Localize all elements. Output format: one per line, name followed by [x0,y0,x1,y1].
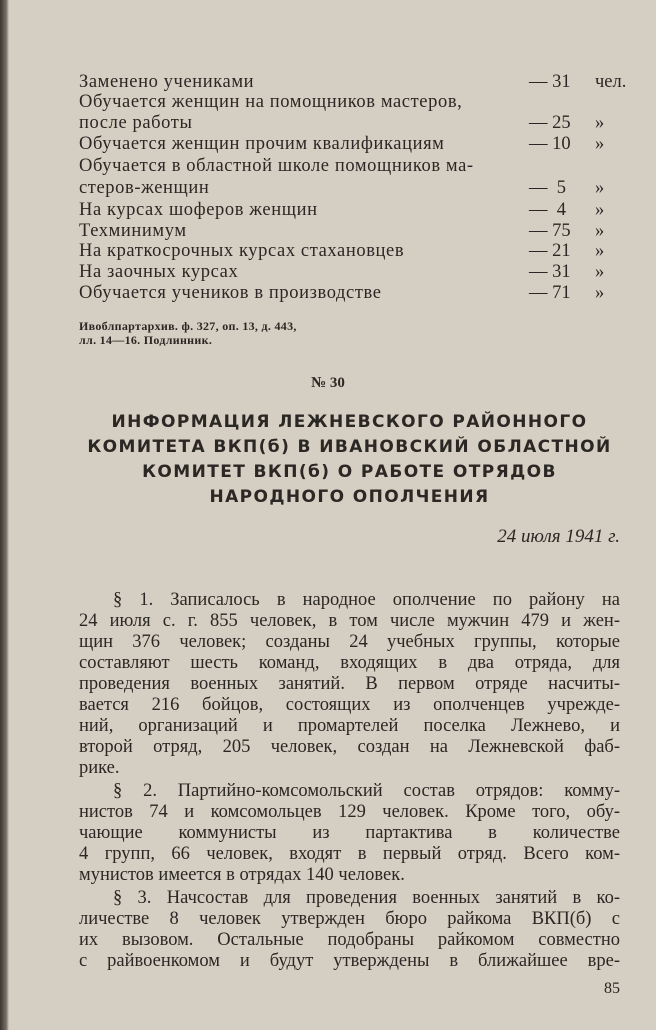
row-unit: » [595,113,605,133]
paragraph-line: личестве 8 человек утвержден бюро райкома ВКП(б) с [79,909,620,929]
row-unit: чел. [595,72,627,92]
row-label: Обучается в областной школе помощников ма- [79,156,474,176]
paragraph-line: вается 216 бойцов, состоящих из ополченцев учрежде- [79,695,620,715]
row-count: — 5 [529,178,566,198]
list-item [79,134,620,155]
row-label: На курсах шоферов женщин [79,200,318,220]
list-item [79,113,620,134]
paragraph-line: их вызовом. Остальные подобраны райкомом совместно [79,930,620,950]
row-count: — 71 [529,283,571,303]
document-number: № 30 [311,375,345,391]
row-count: — 21 [529,241,571,261]
row-unit: » [595,178,605,198]
paragraph-line: § 2. Партийно-комсомольский состав отрядов: комму- [113,781,620,801]
page-number: 85 [604,980,620,997]
row-unit: » [595,200,605,220]
list-item [79,178,620,199]
list-item [79,283,620,304]
row-label: Обучается женщин прочим квалификациям [79,134,445,154]
row-unit: » [595,221,605,241]
row-unit: » [595,283,605,303]
row-unit: » [595,241,605,261]
row-count: — 4 [529,200,566,220]
title-line: ИНФОРМАЦИЯ ЛЕЖНЕВСКОГО РАЙОННОГО [111,412,588,432]
paragraph-line: нистов 74 и комсомольцев 129 человек. Кроме того, обу- [79,802,620,822]
archive-source-line-2: лл. 14—16. Подлинник. [79,333,213,347]
paragraph-line: проведения военных занятий. В первом отряде насчиты- [79,674,620,694]
paragraph-line: рике. [79,758,120,778]
title-line: НАРОДНОГО ОПОЛЧЕНИЯ [209,487,490,507]
list-item [79,92,620,113]
list-item [79,241,620,262]
paragraph-line: § 1. Записалось в народное ополчение по району на [113,590,620,610]
row-label: стеров-женщин [79,178,210,198]
list-item [79,72,627,93]
paragraph-line: 24 июля с. г. 855 человек, в том числе мужчин 479 и жен- [79,611,620,631]
document-date: 24 июля 1941 г. [497,526,620,547]
paragraph-line: 4 групп, 66 человек, входят в первый отряд. Всего ком- [79,844,620,864]
archive-source-line-1: Ивоблпартархив. ф. 327, оп. 13, д. 443, [79,319,297,333]
paragraph-line: мунистов имеется в отрядах 140 человек. [79,865,405,885]
row-label: Техминимум [79,221,187,241]
row-unit: » [595,262,605,282]
row-count: — 31 [529,262,571,282]
paragraph-line: ний, организаций и промартелей поселка Лежнево, и [79,716,620,736]
row-label: На краткосрочных курсах стахановцев [79,241,405,261]
list-item [79,262,620,283]
book-spine-edge [0,0,9,1030]
paragraph-line: чающие коммунисты из партактива в количестве [79,823,620,843]
paragraph-line: с райвоенкомом и будут утверждены в ближайшее вре- [79,951,620,971]
paragraph-line: второй отряд, 205 человек, создан на Лежневской фаб- [79,737,620,757]
row-label: На заочных курсах [79,262,239,282]
row-unit: » [595,134,605,154]
list-item [79,221,620,242]
row-count: — 10 [529,134,571,154]
list-item [79,200,620,221]
row-label: Обучается учеников в производстве [79,283,382,303]
document-title [79,410,620,510]
row-label: Обучается женщин на помощников мастеров, [79,92,463,112]
title-line: КОМИТЕТ ВКП(б) О РАБОТЕ ОТРЯДОВ [142,462,557,482]
paragraph-line: щин 376 человек; созданы 24 учебных группы, которые [79,632,620,652]
paragraph-line: § 3. Начсостав для проведения военных занятий в ко- [113,888,620,908]
row-count: — 25 [529,113,571,133]
title-line: КОМИТЕТА ВКП(б) В ИВАНОВСКИЙ ОБЛАСТНОЙ [87,437,612,457]
row-label: Заменено учениками [79,72,255,92]
row-count: — 75 [529,221,571,241]
row-count: — 31 [529,72,571,92]
list-item [79,156,620,177]
row-label: после работы [79,113,193,133]
paragraph-line: составляют шесть команд, входящих в два отряда, для [79,653,620,673]
